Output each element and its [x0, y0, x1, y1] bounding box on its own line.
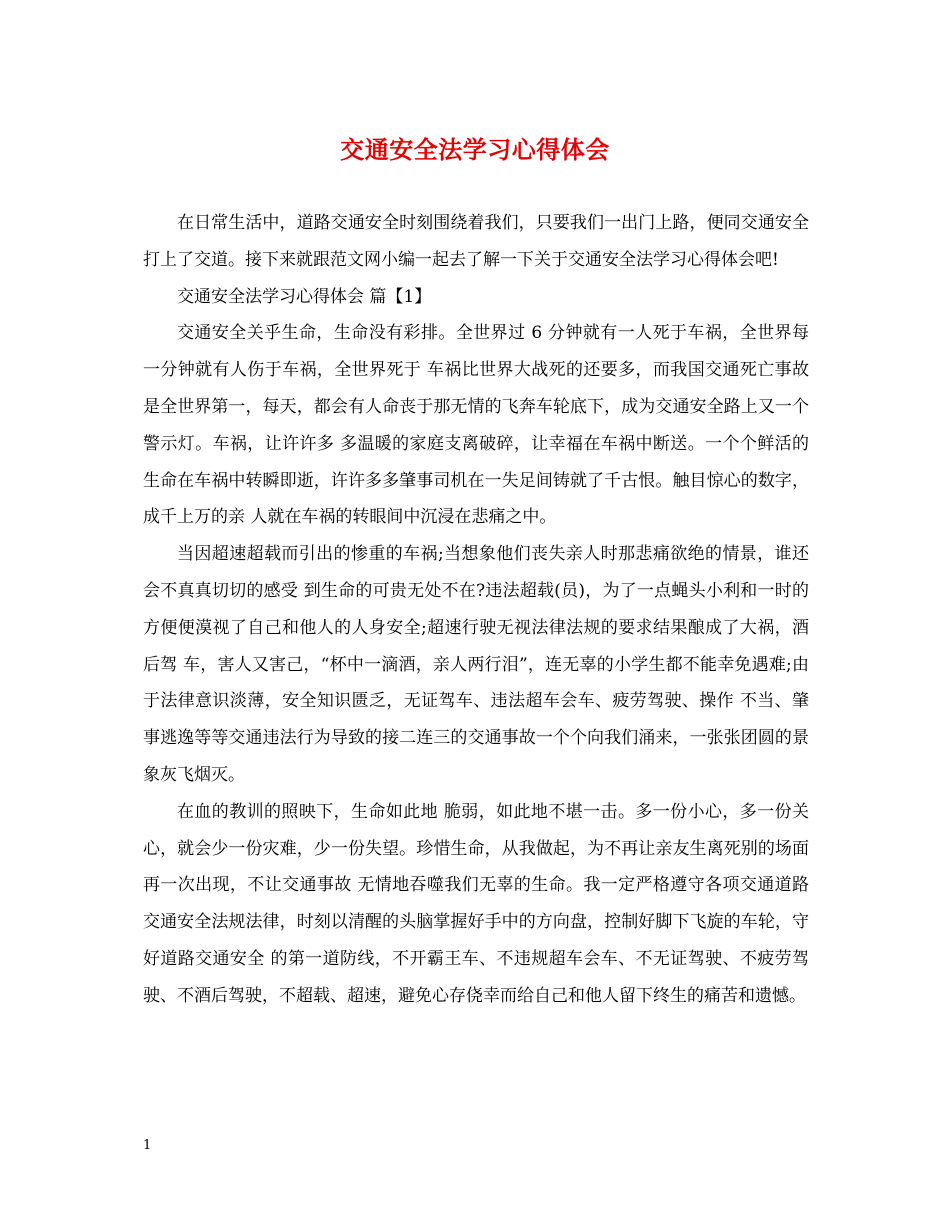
page-number: 1	[143, 1138, 152, 1153]
paragraph-intro: 在日常生活中，道路交通安全时刻围绕着我们，只要我们一出门上路，便同交通安全打上了交道。接下来就跟范文网小编一起去了解一下关于交通安全法学习心得体会吧!	[143, 213, 809, 270]
paragraph-3: 在血的教训的照映下，生命如此地 脆弱，如此地不堪一击。多一份小心，多一份关心，就会少一份灾难，少一份失望。珍惜生命，从我做起，为不再让亲友生离死别的场面再一次出现，不让交通事故 无情地吞噬我们无辜的生命。我一定严格遵守各项交通道路交通安全法规法律，时刻以清醒的头脑掌握好手中的方向盘，控制好脚下飞旋的车轮，守好道路交通安全 的第一道防线，不开霸王车、不违规超车会车、不无证驾驶、不疲劳驾驶、不酒后驾驶，不超载、超速，避免心存侥幸而给自己和他人留下终生的痛苦和遗憾。	[143, 801, 809, 1006]
page-title: 交通安全法学习心得体会	[340, 135, 610, 164]
paragraph-2: 当因超速超载而引出的惨重的车祸;当想象他们丧失亲人时那悲痛欲绝的情景，谁还会不真真切切的感受 到生命的可贵无处不在?违法超载(员)，为了一点蝇头小利和一时的方便便漠视了自己和他人的人身安全;超速行驶无视法律法规的要求结果酿成了大祸，酒后驾 车，害人又害己，“杯中一滴酒，亲人两行泪”，连无辜的小学生都不能幸免遇难;由于法律意识淡薄，安全知识匮乏，无证驾车、违法超车会车、疲劳驾驶、操作 不当、肇事逃逸等等交通违法行为导致的接二连三的交通事故一个个向我们涌来，一张张团圆的景象灰飞烟灭。	[143, 544, 809, 785]
document-body	[143, 205, 809, 1015]
paragraph-1: 交通安全关乎生命，生命没有彩排。全世界过 6 分钟就有一人死于车祸，全世界每一分钟就有人伤于车祸，全世界死于 车祸比世界大战死的还要多，而我国交通死亡事故是全世界第一，每天，都会有人命丧于那无情的飞奔车轮底下，成为交通安全路上又一个警示灯。车祸，让许许多 多温暖的家庭支离破碎，让幸福在车祸中断送。一个个鲜活的生命在车祸中转瞬即逝，许许多多肇事司机在一失足间铸就了千古恨。触目惊心的数字，成千上万的亲 人就在车祸的转眼间中沉浸在悲痛之中。	[143, 323, 809, 528]
section-heading: 交通安全法学习心得体会 篇【1】	[177, 286, 432, 307]
